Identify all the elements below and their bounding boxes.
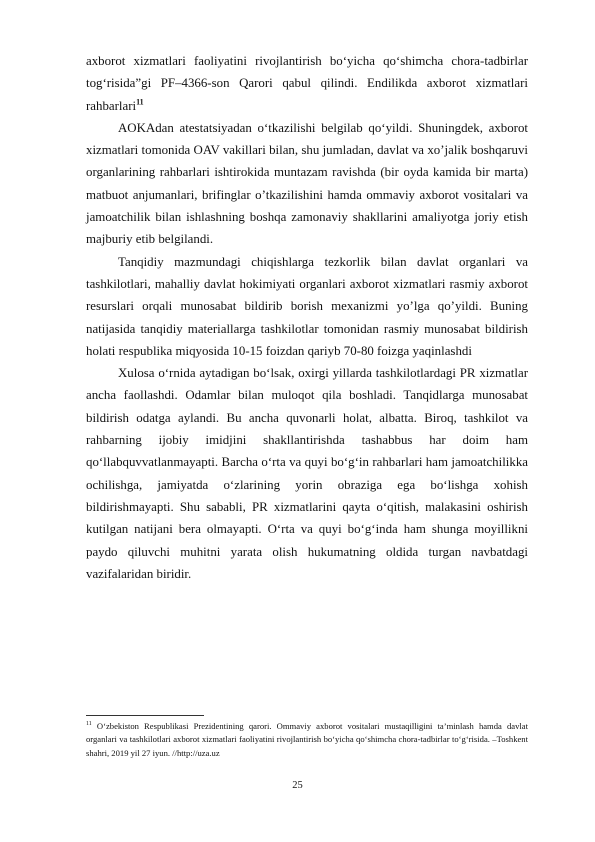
footnote-text: O‘zbekiston Respublikasi Prezidentining qarori. Ommaviy axborot vositalari mustaqilligini ta’minlash hamda davlat organlari va tashkilotlari axborot xizmatlari faoliyatini rivojlantirish bo‘yicha qo‘shimcha chora-tadbirlar to‘g‘risida. –Toshkent shahri, 2019 yil 27 iyun. //http://uza.uz: [86, 721, 528, 758]
footnote: [86, 720, 528, 760]
footnote-separator: [86, 715, 204, 716]
footnote-reference[interactable]: 11: [136, 97, 144, 107]
page-number: 25: [292, 780, 303, 791]
footnote-number: 11: [86, 721, 92, 728]
paragraph-2: AOKAdan atestatsiyadan o‘tkazilishi belgilab qo‘yildi. Shuningdek, axborot xizmatlari tomonida OAV vakillari bilan, shu jumladan, davlat va xo’jalik boshqaruvi organlarining rahbarlari ishtirokida muntazam ravishda (bir oyda kamida bir marta) matbuot anjumanlari, brifinglar o’tkazilishini hamda ommaviy axborot vositalari va jamoatchilik bilan ishlashning boshqa zamonaviy shakllarini amaliyotga joriy etish majburiy etib belgilandi.: [86, 120, 528, 247]
paragraph-4: Xulosa o‘rnida aytadigan bo‘lsak, oxirgi yillarda tashkilotlardagi PR xizmatlar ancha faollashdi. Odamlar bilan muloqot qila boshladi. Tanqidlarga munosabat bildirish odatga aylandi. Bu ancha quvonarli holat, albatta. Biroq, tashkilot va rahbarning ijobiy imidjini shakllantirishda tashabbus har doim ham qo‘llabquvvatlanmayapti. Barcha o‘rta va quyi bo‘g‘in rahbarlari ham jamoatchilikka ochilishga, jamiyatda o‘zlarining yorin obraziga ega bo‘lishga xohish bildirishmayapti. Shu sababli, PR xizmatlarini qayta o‘qitish, malakasini oshirish kutilgan natijani bera olmayapti. O‘rta va quyi bo‘g‘inda ham shunga moyillikni paydo qiluvchi muhitni yarata olish hukumatning oldida turgan navbatdagi vazifalaridan biridir.: [86, 366, 528, 581]
paragraph-1: [86, 50, 528, 117]
paragraph-1-text: axborot xizmatlari faoliyatini rivojlantirish bo‘yicha qo‘shimcha chora-tadbirlar tog‘risida”gi PF–4366-son Qarori qabul qilindi. Endilikda axborot xizmatlari rahbarlari: [86, 54, 528, 113]
page-body: [86, 50, 528, 585]
paragraph-3: Tanqidiy mazmundagi chiqishlarga tezkorlik bilan davlat organlari va tashkilotlari, mahalliy davlat hokimiyati organlari axborot xizmatlari rasmiy axborot resurslari orqali munosabat bildirib borish mexanizmi yo’lga qo’yildi. Buning natijasida tanqidiy materiallarga tashkilotlar tomonidan rasmiy munosabat bildirish holati respublika miqyosida 10-15 foizdan qariyb 70-80 foizga yaqinlashdi: [86, 254, 528, 358]
